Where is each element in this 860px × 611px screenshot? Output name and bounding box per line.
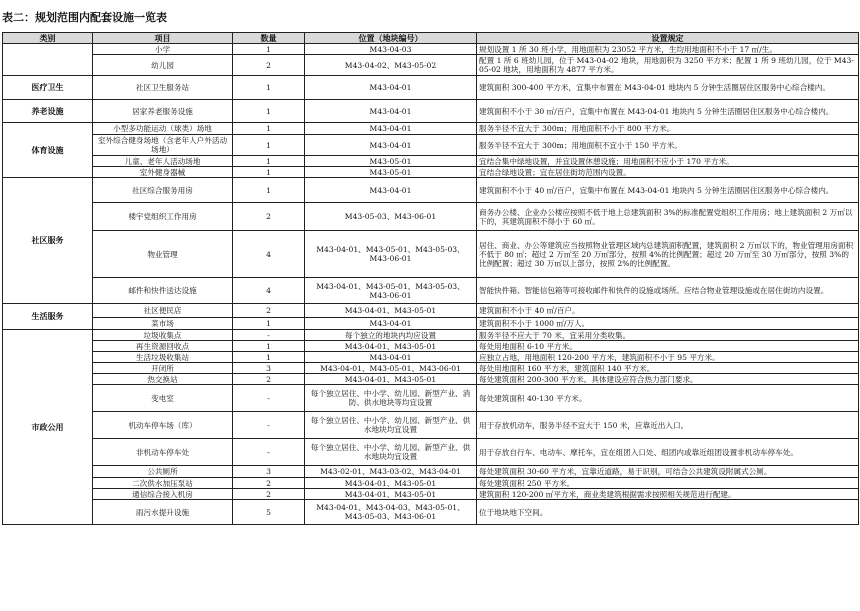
item-cell: 垃圾收集点 [93, 330, 233, 341]
item-cell: 开闭所 [93, 363, 233, 374]
category-cell: 生活服务 [3, 304, 93, 330]
quantity-cell: 2 [233, 478, 305, 489]
item-cell: 通信综合接入机房 [93, 489, 233, 500]
item-cell: 小学 [93, 44, 233, 55]
rule-cell: 建筑面积 120-200 ㎡平方米，商业类建筑根据需求按照相关规范进行配建。 [477, 489, 859, 500]
location-cell: M43-04-01 [305, 76, 477, 100]
rule-cell: 每处建筑面积 250 平方米。 [477, 478, 859, 489]
table-row [3, 44, 859, 55]
rule-cell: 宜结合绿地设置；宜在居住街坊范围内设置。 [477, 167, 859, 178]
page-title: 表二：规划范围内配套设施一览表 [2, 11, 167, 24]
table-row [3, 55, 859, 76]
table-row [3, 374, 859, 385]
location-cell: M43-04-02、M43-05-02 [305, 55, 477, 76]
location-cell: M43-04-01、M43-05-01、M43-05-03、M43-06-01 [305, 231, 477, 278]
rule-cell: 每处用地面积 6-10 平方米。 [477, 341, 859, 352]
category-cell: 社区服务 [3, 178, 93, 304]
table-row [3, 203, 859, 231]
header-rule: 设置规定 [477, 33, 859, 44]
table-row [3, 412, 859, 439]
quantity-cell: - [233, 330, 305, 341]
location-cell: M43-04-01、M43-05-01、M43-05-03、M43-06-01 [305, 278, 477, 304]
quantity-cell: 1 [233, 352, 305, 363]
rule-cell: 服务半径不应大于 70 米，宜采用分类收集。 [477, 330, 859, 341]
location-cell: M43-04-01 [305, 123, 477, 135]
table-row [3, 304, 859, 318]
location-cell: 每个独立居住、中小学、幼儿园、新型产业、供水地块均宜设置 [305, 439, 477, 466]
location-cell: M43-04-01、M43-05-01 [305, 374, 477, 385]
table-row [3, 352, 859, 363]
table-row [3, 156, 859, 167]
header-quantity: 数量 [233, 33, 305, 44]
location-cell: M43-04-01、M43-05-01 [305, 478, 477, 489]
category-cell: 体育设施 [3, 123, 93, 178]
quantity-cell: 2 [233, 304, 305, 318]
header-location: 位置（地块编号） [305, 33, 477, 44]
quantity-cell: - [233, 439, 305, 466]
rule-cell: 每处建筑面积 40-130 平方米。 [477, 385, 859, 412]
location-cell: M43-04-01 [305, 135, 477, 156]
rule-cell: 用于存放机动车，服务半径不宜大于 150 米，应靠近出入口。 [477, 412, 859, 439]
rule-cell: 建筑面积不小于 1000 ㎡/万人。 [477, 318, 859, 330]
item-cell: 公共厕所 [93, 466, 233, 478]
item-cell: 热交换站 [93, 374, 233, 385]
category-cell [3, 44, 93, 76]
table-row [3, 439, 859, 466]
item-cell: 生活垃圾收集站 [93, 352, 233, 363]
rule-cell: 服务半径不宜大于 300m；用地面积不小于 800 平方米。 [477, 123, 859, 135]
item-cell: 小型多功能运动（球类）场地 [93, 123, 233, 135]
facilities-table [2, 32, 859, 525]
rule-cell: 宜结合集中绿地设置，并宜设置休憩设施；用地面积不应小于 170 平方米。 [477, 156, 859, 167]
item-cell: 社区卫生服务站 [93, 76, 233, 100]
table-row [3, 76, 859, 100]
location-cell: M43-04-01、M43-05-01、M43-06-01 [305, 363, 477, 374]
item-cell: 变电室 [93, 385, 233, 412]
rule-cell: 商务办公楼、企业办公楼应按照不低于地上总建筑面积 3%的标准配置党组织工作用房；地上建筑面积 2 万㎡以下的，其建筑面积不得小于 60 ㎡。 [477, 203, 859, 231]
item-cell: 儿童、老年人活动场地 [93, 156, 233, 167]
rule-cell: 服务半径不宜大于 300m；用地面积不宜小于 150 平方米。 [477, 135, 859, 156]
category-cell: 市政公用 [3, 330, 93, 525]
quantity-cell: 2 [233, 203, 305, 231]
location-cell: M43-04-01 [305, 178, 477, 203]
quantity-cell: 1 [233, 318, 305, 330]
quantity-cell: 2 [233, 374, 305, 385]
location-cell: M43-04-01、M43-05-01 [305, 304, 477, 318]
quantity-cell: 1 [233, 167, 305, 178]
rule-cell: 每处用地面积 160 平方米，建筑面积 140 平方米。 [477, 363, 859, 374]
quantity-cell: 1 [233, 135, 305, 156]
item-cell: 非机动车停车处 [93, 439, 233, 466]
item-cell: 居家养老服务设施 [93, 100, 233, 123]
quantity-cell: 1 [233, 76, 305, 100]
category-cell: 养老设施 [3, 100, 93, 123]
rule-cell: 建筑面积 300-400 平方米，宜集中布置在 M43-04-01 地块内 5 分钟生活圈居住区服务中心综合楼内。 [477, 76, 859, 100]
item-cell: 雨污水提升设施 [93, 500, 233, 525]
item-cell: 邮件和快件送达设施 [93, 278, 233, 304]
rule-cell: 配置 1 所 6 班幼儿园，位于 M43-04-02 地块，用地面积为 3250 平方米；配置 1 所 9 班幼儿园，位于 M43-05-02 地块，用地面积为 4877 平方米。 [477, 55, 859, 76]
quantity-cell: 1 [233, 100, 305, 123]
location-cell: 每个独立的地块内均应设置 [305, 330, 477, 341]
location-cell: M43-02-01、M43-03-02、M43-04-01 [305, 466, 477, 478]
quantity-cell: 5 [233, 500, 305, 525]
rule-cell: 居住、商业、办公等建筑应当按照物业管理区域内总建筑面积配置，建筑面积 2 万㎡以下的，物业管理用房面积不低于 80 ㎡；超过 2 万㎡至 20 万㎡部分，按照 4%的比例配置；超过 20 万㎡至 30 万㎡部分，按照 3%的比例配置；超过 30 万㎡以上部分，按照 2%的比例配置。 [477, 231, 859, 278]
table-header-row [3, 33, 859, 44]
location-cell: M43-04-01 [305, 100, 477, 123]
item-cell: 二次供水加压泵站 [93, 478, 233, 489]
location-cell: 每个独立居住、中小学、幼儿园、新型产业、供水地块均宜设置 [305, 412, 477, 439]
rule-cell: 每处建筑面积 30-60 平方米，宜靠近道路，易于识别，可结合公共建筑设附属式公厕。 [477, 466, 859, 478]
table-row [3, 178, 859, 203]
table-row [3, 489, 859, 500]
quantity-cell: 3 [233, 466, 305, 478]
item-cell: 机动车停车场（库） [93, 412, 233, 439]
quantity-cell: 1 [233, 44, 305, 55]
table-row [3, 500, 859, 525]
category-cell: 医疗卫生 [3, 76, 93, 100]
quantity-cell: 1 [233, 156, 305, 167]
table-row [3, 385, 859, 412]
table-row [3, 100, 859, 123]
rule-cell: 应独立占地，用地面积 120-200 平方米，建筑面积不小于 95 平方米。 [477, 352, 859, 363]
item-cell: 社区便民店 [93, 304, 233, 318]
quantity-cell: 1 [233, 178, 305, 203]
location-cell: M43-04-01、M43-05-01 [305, 489, 477, 500]
rule-cell: 用于存放自行车、电动车、摩托车，宜在组团入口处、组团内或靠近组团设置非机动车停车处。 [477, 439, 859, 466]
item-cell: 菜市场 [93, 318, 233, 330]
rule-cell: 智能快件箱、智能信包箱等可接收邮件和快件的设施或场所。应结合物业管理设施或在居住街坊内设置。 [477, 278, 859, 304]
table-row [3, 278, 859, 304]
item-cell: 楼宇党组织工作用房 [93, 203, 233, 231]
rule-cell: 位于地块地下空间。 [477, 500, 859, 525]
location-cell: M43-04-01 [305, 352, 477, 363]
item-cell: 再生资源回收点 [93, 341, 233, 352]
location-cell: M43-05-03、M43-06-01 [305, 203, 477, 231]
table-row [3, 478, 859, 489]
quantity-cell: 1 [233, 123, 305, 135]
location-cell: M43-04-01 [305, 318, 477, 330]
location-cell: M43-04-01、M43-04-03、M43-05-01、M43-05-03、M43-06-01 [305, 500, 477, 525]
quantity-cell: 4 [233, 278, 305, 304]
header-category: 类别 [3, 33, 93, 44]
item-cell: 幼儿园 [93, 55, 233, 76]
rule-cell: 建筑面积不小于 40 ㎡/百户，宜集中布置在 M43-04-01 地块内 5 分钟生活圈居住区服务中心综合楼内。 [477, 178, 859, 203]
item-cell: 物业管理 [93, 231, 233, 278]
quantity-cell: 2 [233, 489, 305, 500]
rule-cell: 建筑面积不小于 40 ㎡/百户。 [477, 304, 859, 318]
rule-cell: 每处建筑面积 200-300 平方米。具体建设应符合热力部门要求。 [477, 374, 859, 385]
table-row [3, 167, 859, 178]
location-cell: M43-05-01 [305, 167, 477, 178]
quantity-cell: 1 [233, 341, 305, 352]
item-cell: 室外健身器械 [93, 167, 233, 178]
table-row [3, 466, 859, 478]
quantity-cell: 2 [233, 55, 305, 76]
quantity-cell: - [233, 385, 305, 412]
table-row [3, 363, 859, 374]
location-cell: M43-04-03 [305, 44, 477, 55]
table-row [3, 231, 859, 278]
table-row [3, 341, 859, 352]
quantity-cell: 3 [233, 363, 305, 374]
location-cell: 每个独立居住、中小学、幼儿园、新型产业、消防、供水地块等均宜设置 [305, 385, 477, 412]
location-cell: M43-05-01 [305, 156, 477, 167]
item-cell: 室外综合健身场地（含老年人户外活动场地） [93, 135, 233, 156]
item-cell: 社区综合服务用房 [93, 178, 233, 203]
rule-cell: 规划设置 1 所 30 班小学，用地面积为 23052 平方米，生均用地面积不小于 17 ㎡/生。 [477, 44, 859, 55]
rule-cell: 建筑面积不小于 30 ㎡/百户，宜集中布置在 M43-04-01 地块内 5 分钟生活圈居住区服务中心综合楼内。 [477, 100, 859, 123]
header-item: 项目 [93, 33, 233, 44]
quantity-cell: - [233, 412, 305, 439]
table-row [3, 123, 859, 135]
quantity-cell: 4 [233, 231, 305, 278]
table-row [3, 135, 859, 156]
table-row [3, 318, 859, 330]
location-cell: M43-04-01、M43-05-01 [305, 341, 477, 352]
table-row [3, 330, 859, 341]
